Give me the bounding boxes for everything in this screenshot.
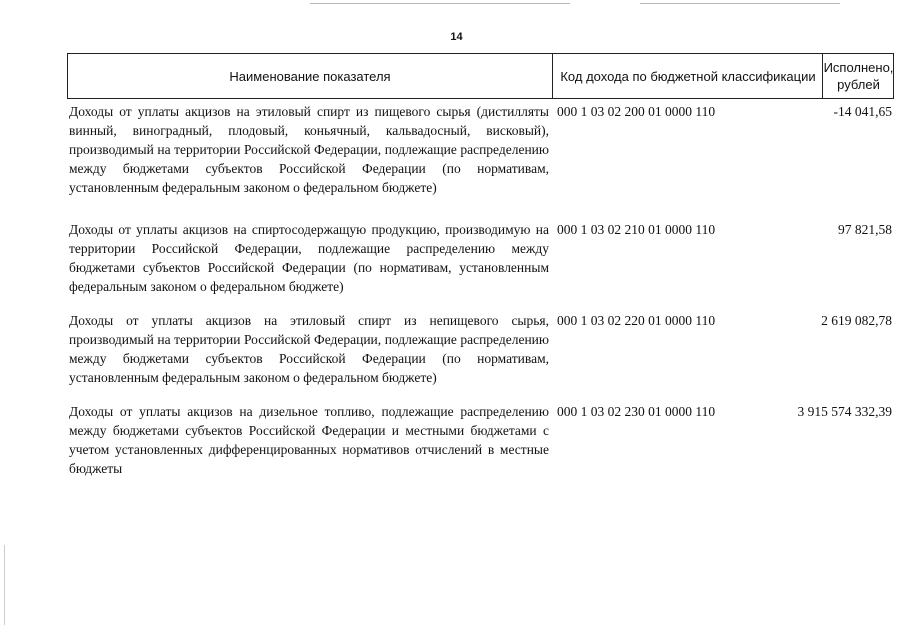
row-name: Доходы от уплаты акцизов на этиловый спирт из непищевого сырья, производимый на территории Российской Федерации, подлежащие распределению между бюджетами субъектов Российской Федерации (по нормативам, установленным федеральным законом о федеральном бюджете)	[69, 313, 549, 385]
scan-artifact-line	[640, 3, 840, 4]
header-code: Код дохода по бюджетной классификации	[552, 54, 823, 98]
header-amount: Исполнено, рублей	[822, 54, 894, 98]
scan-artifact-mark	[4, 545, 5, 625]
row-name: Доходы от уплаты акцизов на этиловый спирт из пищевого сырья (дистилляты винный, виноградный, плодовый, коньячный, кальвадосный, висковый), производимый на территории Российской Федерации, подлежащие распределению между бюджетами субъектов Российской Федерации (по нормативам, установленным федеральным законом о федеральном бюджете)	[69, 104, 549, 195]
table-row	[69, 220, 894, 296]
row-name: Доходы от уплаты акцизов на спиртосодержащую продукцию, производимую на территории Российской Федерации, подлежащие распределению между бюджетами субъектов Российской Федерации (по нормативам, установленным федеральным законом о федеральном бюджете)	[69, 222, 549, 294]
row-code: 000 1 03 02 200 01 0000 110	[557, 104, 716, 119]
row-name: Доходы от уплаты акцизов на дизельное топливо, подлежащие распределению между бюджетами субъектов Российской Федерации и местными бюджетами с учетом установленных дифференцированных нормативов отчислений в местные бюджеты	[69, 404, 549, 476]
row-code: 000 1 03 02 220 01 0000 110	[557, 313, 716, 328]
row-amount: -14 041,65	[833, 104, 892, 119]
row-amount: 97 821,58	[838, 222, 892, 237]
row-amount: 2 619 082,78	[821, 313, 892, 328]
page-number: 14	[450, 31, 463, 43]
row-code: 000 1 03 02 230 01 0000 110	[557, 404, 716, 419]
header-name: Наименование показателя	[229, 68, 391, 84]
table-row	[69, 402, 894, 478]
row-code: 000 1 03 02 210 01 0000 110	[557, 222, 716, 237]
table-row	[69, 102, 894, 197]
table-body	[69, 102, 894, 478]
table-row	[69, 311, 894, 387]
scan-artifact-line	[310, 3, 570, 4]
row-amount: 3 915 574 332,39	[797, 404, 892, 419]
table-header	[67, 53, 894, 99]
